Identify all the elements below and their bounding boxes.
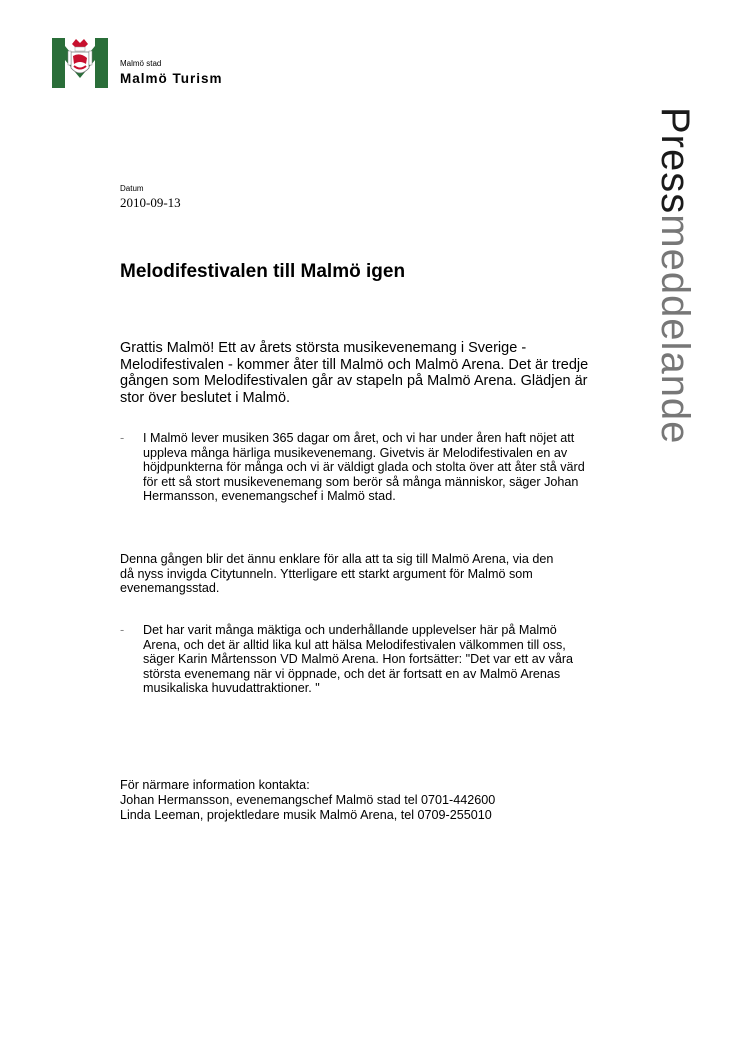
title-part-press: Press [653, 107, 697, 215]
pressmeddelande-title [655, 107, 695, 444]
quote-block-2 [120, 623, 590, 696]
date-value: 2010-09-13 [120, 195, 181, 210]
contact-line-1: Johan Hermansson, evenemangschef Malmö stad tel 0701-442600 [120, 793, 496, 807]
org-small-label: Malmö stad [120, 59, 162, 68]
org-name: Malmö Turism [120, 71, 223, 86]
title-part-meddelande: meddelande [653, 214, 697, 445]
quote-dash: - [120, 623, 125, 637]
date-label: Datum [120, 184, 144, 193]
malmo-coat-of-arms-icon [52, 38, 108, 88]
contact-line-2: Linda Leeman, projektledare musik Malmö Arena, tel 0709-255010 [120, 808, 492, 822]
quote-text-2: Det har varit många mäktiga och underhållande upplevelser här på Malmö Arena, och det är alltid lika kul att hälsa Melodifestivalen välkommen till oss, säger Karin Mårtensson VD Malmö Arena. Hon fortsätter: "Det var ett av våra största evenemang när vi öppnade, och det är fortsatt en av Malmö Arenas musikaliska huvudattraktioner. " [143, 623, 574, 695]
quote-dash: - [120, 431, 125, 445]
contact-heading: För närmare information kontakta: [120, 778, 310, 792]
paragraph-2: Denna gången blir det ännu enklare för alla att ta sig till Malmö Arena, via den då nyss invigda Citytunneln. Ytterligare ett starkt argument för Malmö som evenemangsstad. [120, 552, 554, 595]
quote-block-1 [120, 431, 590, 504]
intro-paragraph: Grattis Malmö! Ett av årets största musikevenemang i Sverige - Melodifestivalen - kommer åter till Malmö och Malmö Arena. Det är tredje gången som Melodifestivalen går av stapeln på Malmö Arena. Glädjen är stor över beslutet i Malmö. [120, 340, 589, 407]
headline: Melodifestivalen till Malmö igen [120, 261, 406, 282]
quote-text-1: I Malmö lever musiken 365 dagar om året, och vi har under åren haft nöjet att uppleva många härliga musikevenemang. Givetvis är Melodifestivalen en av höjdpunkterna för många och vi är väldigt glada och stolta över att åter stå värd för ett så stort musikevenemang som berör så många människor, säger Johan Hermansson, evenemangschef i Malmö stad. [143, 431, 585, 503]
contact-block [120, 778, 495, 823]
